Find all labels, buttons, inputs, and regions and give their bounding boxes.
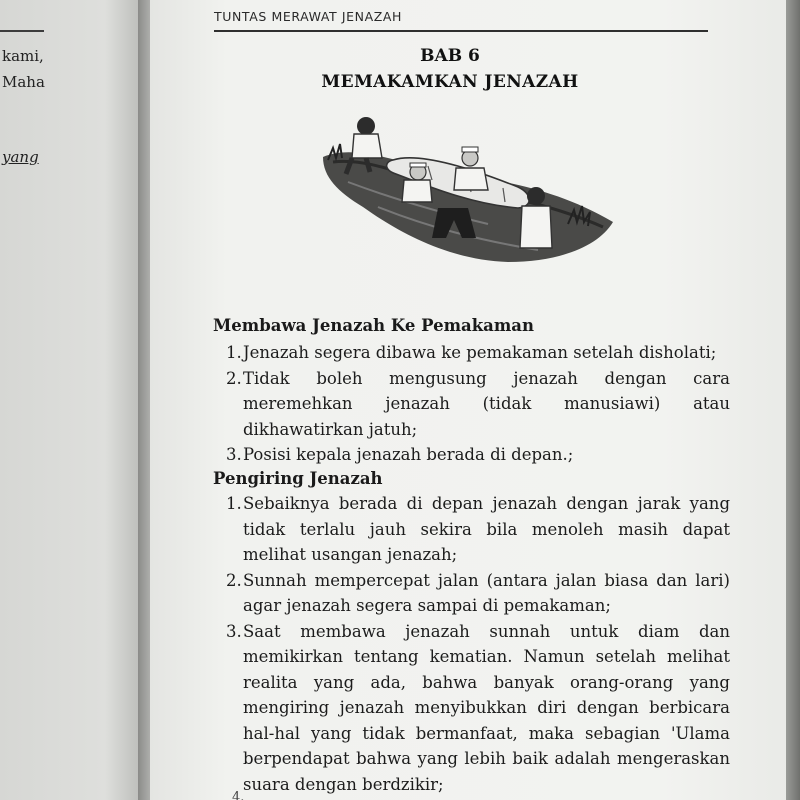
chapter-number: BAB 6 (420, 46, 480, 66)
list-item-text: Saat membawa jenazah sunnah untuk diam dan memikirkan tentang kematian. Namun setelah melihat realita yang ada, bahwa banyak orang-orang yang mengiring jenazah menyibukkan diri dengan berbicara hal-hal yang tidak bermanfaat, maka sebagian 'Ulama berpendapat bahwa yang lebih baik adalah mengeraskan suara dengan berdzikir; (243, 621, 730, 794)
list-item-number: 1. (226, 343, 242, 362)
section-list (226, 340, 730, 468)
section-title: Pengiring Jenazah (213, 469, 383, 488)
left-page-fragment: kami, (2, 47, 44, 65)
left-page (0, 0, 150, 800)
list-item (226, 366, 730, 443)
list-item-text: Posisi kepala jenazah berada di depan.; (243, 445, 574, 464)
list-item (226, 442, 730, 468)
cutoff-text: 4. (232, 790, 245, 800)
list-item (226, 568, 730, 619)
section-title: Membawa Jenazah Ke Pemakaman (213, 316, 534, 335)
section-list (226, 491, 730, 797)
list-item-number: 3. (226, 621, 242, 641)
list-item (226, 619, 730, 798)
list-item-number: 3. (226, 445, 242, 464)
list-item-text: Jenazah segera dibawa ke pemakaman setelah disholati; (243, 343, 717, 362)
left-page-rule (0, 30, 44, 32)
list-item-text: Sebaiknya berada di depan jenazah dengan jarak yang tidak terlalu jauh sekira bila menoleh masih dapat melihat usangan jenazah; (243, 494, 730, 564)
list-item-text: Tidak boleh mengusung jenazah dengan cara meremehkan jenazah (tidak manusiawi) atau dikhawatirkan jatuh; (243, 368, 730, 439)
list-item-number: 1. (226, 494, 242, 513)
running-head-rule (214, 30, 708, 32)
burial-illustration-icon (318, 112, 618, 270)
chapter-title: MEMAKAMKAN JENAZAH (321, 72, 579, 92)
left-page-fragment: yang (2, 148, 39, 166)
list-item-number: 2. (226, 570, 242, 590)
list-item-text: Sunnah mempercepat jalan (antara jalan biasa dan lari) agar jenazah segera sampai di pemakaman; (243, 570, 730, 615)
page-edge-shadow (786, 0, 800, 800)
list-item (226, 491, 730, 568)
running-head: TUNTAS MERAWAT JENAZAH (214, 9, 403, 24)
right-page (150, 0, 790, 800)
left-page-fragment: Maha (2, 73, 45, 91)
list-item (226, 340, 730, 366)
list-item-number: 2. (226, 368, 242, 388)
